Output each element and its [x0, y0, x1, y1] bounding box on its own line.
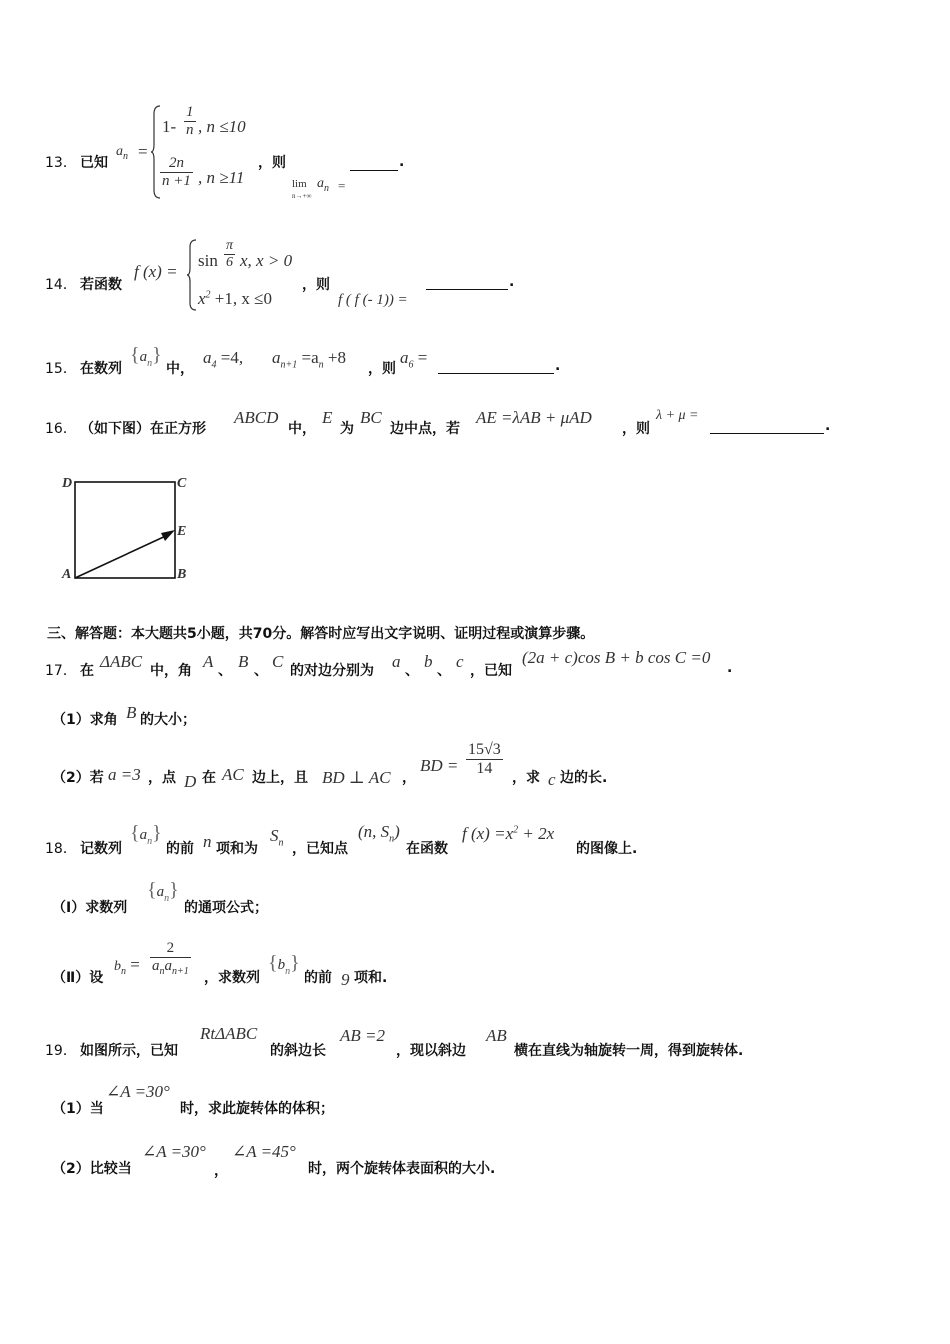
q13-lim-expr: $a_n$: [317, 176, 329, 194]
q16-square-figure: [56, 472, 196, 588]
q13-case1-cond: , n ≤10: [198, 117, 246, 136]
q17-part2-mid4: ，: [402, 770, 416, 786]
fig-label-c: C: [177, 476, 187, 491]
q14-number: 14．: [45, 277, 77, 293]
q17-end: .: [727, 660, 733, 676]
q17-part2-bd: BD =: [420, 756, 459, 775]
q15-cond1: $a_4 =4$,: [203, 348, 244, 371]
q17-sep3: 、: [405, 663, 419, 679]
q14-lead: 若函数: [80, 277, 122, 293]
q18-part2-nine: 9: [341, 970, 350, 989]
q17-C: C: [272, 652, 284, 671]
q17-sep2: 、: [254, 663, 268, 679]
q18-number: 18．: [45, 841, 77, 857]
q19-lead: 如图所示，已知: [80, 1043, 178, 1059]
q13-lim: lim: [292, 178, 307, 190]
q15-seq: $\{a_n\}$: [130, 344, 162, 369]
q19-ab2: AB: [486, 1026, 507, 1045]
q16-then: ，则: [622, 421, 650, 437]
q18-part2-seq: $\{b_n\}$: [268, 952, 300, 977]
q19-part2-angle2: ∠A =45°: [232, 1142, 296, 1161]
q13-eq: =: [138, 142, 148, 161]
q17-part2-AC: AC: [222, 765, 244, 784]
square-outline: [75, 482, 175, 578]
q17-part1-var: B: [126, 703, 137, 722]
q17-A: A: [203, 652, 214, 671]
q14-brace: [186, 238, 198, 312]
q18-S: $S_n$: [270, 826, 284, 849]
q17-B: B: [238, 652, 249, 671]
q16-answer-blank[interactable]: [710, 419, 824, 434]
fig-label-e: E: [177, 524, 187, 539]
q13-lim-eq: =: [338, 178, 346, 193]
q15-number: 15．: [45, 361, 77, 377]
q15-then: ，则: [368, 361, 396, 377]
q18-part2-frac: 2 $a_na_{n+1}$: [152, 940, 189, 977]
q17-part2-mid1: ，点: [148, 770, 176, 786]
q18-point: (n, $S_n$): [358, 822, 400, 845]
q17-c: c: [456, 652, 464, 671]
q16-mid3: 边中点，若: [390, 421, 460, 437]
q19-part1-label: （1）当: [52, 1101, 104, 1117]
q13-case1-frac: $\frac{1}{n}$: [186, 104, 194, 138]
q16-ans: λ + μ =: [656, 408, 699, 423]
section-3-heading: 三、解答题：本大题共5小题，共70分。解答时应写出文字说明、证明过程或演算步骤。: [47, 626, 595, 642]
q14-case2: $x^2 +1$, x ≤0: [198, 289, 272, 308]
q18-mid1: 的前: [166, 841, 194, 857]
q17-sep4: 、: [437, 663, 451, 679]
q17-part2-frac: $\frac{15√3}{14}$: [468, 741, 501, 777]
q15-cond2: $a_{n+1} =a_n +8$: [272, 348, 346, 371]
arrowhead: [161, 530, 175, 541]
q19-mid2: ，现以斜边: [396, 1043, 466, 1059]
q17-mid3: ，已知: [470, 663, 512, 679]
q17-number: 17．: [45, 663, 77, 679]
q17-part1-tail: 的大小；: [140, 712, 196, 728]
vector-ae: [75, 534, 170, 578]
q15-a6: $a_6$ =: [400, 348, 428, 371]
q13-case2-cond: , n ≥11: [198, 168, 245, 187]
q16-bc: BC: [360, 408, 382, 427]
q19-part2-angle1: ∠A =30°: [142, 1142, 206, 1161]
q13-end: .: [399, 154, 405, 170]
q18-part2-mid2: 的前: [304, 970, 332, 986]
q17-part2-perp: BD ⊥ AC: [322, 768, 391, 787]
q18-fx: f $(x) =x^2 + 2x$: [462, 824, 555, 843]
q17-part2-tail: 边的长.: [560, 770, 608, 786]
q17-sep1: 、: [218, 663, 232, 679]
q13-answer-blank[interactable]: [350, 156, 398, 171]
q17-part2-c: c: [548, 770, 556, 789]
q18-mid2: 项和为: [216, 841, 258, 857]
q16-mid2: 为: [340, 421, 354, 437]
q18-part2-mid: ，求数列: [204, 970, 260, 986]
q18-part1-seq: $\{a_n\}$: [147, 879, 179, 904]
q13-then: ，则: [258, 155, 286, 171]
q17-mid2: 的对边分别为: [290, 663, 374, 679]
q14-answer-blank[interactable]: [426, 275, 508, 290]
q18-n: n: [203, 832, 212, 851]
q19-part1-tail: 时，求此旋转体的体积；: [180, 1101, 334, 1117]
q17-b: b: [424, 652, 433, 671]
q16-square: ABCD: [234, 408, 279, 427]
q13-an: $a_n$: [116, 144, 128, 162]
q18-seq: $\{a_n\}$: [130, 822, 162, 847]
q17-part2-label: （2）若: [52, 770, 104, 786]
q15-lead: 在数列: [80, 361, 122, 377]
q17-part2-mid2: 在: [202, 770, 216, 786]
q17-mid1: 中，角: [150, 663, 192, 679]
q18-lead: 记数列: [80, 841, 122, 857]
q17-lead: 在: [80, 663, 94, 679]
q13-number: 13．: [45, 155, 77, 171]
fig-label-d: D: [62, 476, 73, 491]
q13-lead: 已知: [80, 155, 108, 171]
q18-part2-label: （Ⅱ）设: [52, 970, 104, 986]
q17-part1-label: （1）求角: [52, 712, 118, 728]
q15-end: .: [555, 358, 561, 374]
q14-end: .: [509, 274, 515, 290]
q19-part2-sep: ，: [214, 1163, 228, 1179]
q19-mid1: 的斜边长: [270, 1043, 326, 1059]
q18-mid4: 在函数: [406, 841, 448, 857]
q19-ab: AB =2: [340, 1026, 385, 1045]
q19-part2-label: （2）比较当: [52, 1161, 132, 1177]
q19-tail: 横在直线为轴旋转一周，得到旋转体.: [514, 1043, 744, 1059]
q19-part2-tail: 时，两个旋转体表面积的大小.: [308, 1161, 496, 1177]
q14-ff: f ( f (- 1)) =: [338, 292, 408, 308]
q19-triangle: RtΔABC: [200, 1024, 258, 1043]
q17-a: a: [392, 652, 401, 671]
q13-lim-sub: n→+∞: [292, 192, 312, 200]
q18-part1-tail: 的通项公式；: [184, 900, 268, 916]
q14-case1-pre: sin: [198, 251, 218, 270]
q13-case1: 1-: [162, 117, 177, 136]
q18-part2-b: $b_n$ =: [114, 955, 140, 977]
q17-part2-mid3: 边上，且: [252, 770, 308, 786]
q17-part2-D: D: [184, 772, 197, 791]
q16-lead: （如下图）在正方形: [80, 421, 206, 437]
q14-case1-post: x, x > 0: [240, 251, 293, 270]
q14-case1-frac: $\frac{\pi}{6}$: [226, 238, 234, 270]
q18-mid3: ，已知点: [292, 841, 348, 857]
q17-condition: (2a + c)cos B + b cos C =0: [522, 648, 711, 667]
q18-part1-label: （Ⅰ）求数列: [52, 900, 128, 916]
fig-label-b: B: [177, 567, 187, 582]
q17-part2-a: a =3: [108, 765, 141, 784]
q16-end: .: [825, 418, 831, 434]
q14-fx: f (x) =: [134, 262, 178, 281]
q17-triangle: ΔABC: [100, 652, 143, 671]
q18-part2-tail: 项和.: [354, 970, 388, 986]
q16-mid1: 中，: [288, 421, 316, 437]
q14-then: ，则: [302, 277, 330, 293]
q16-e: E: [322, 408, 333, 427]
q18-tail: 的图像上.: [576, 841, 638, 857]
fig-label-a: A: [62, 567, 72, 582]
q19-part1-angle: ∠A =30°: [106, 1082, 170, 1101]
q13-case2-frac: $\frac{2n}{n +1}$: [162, 155, 191, 189]
q17-part2-mid5: ，求: [512, 770, 540, 786]
q16-number: 16．: [45, 421, 77, 437]
q15-answer-blank[interactable]: [438, 359, 554, 374]
q16-expr: AE =λAB + μAD: [476, 408, 592, 427]
q15-mid: 中，: [166, 361, 194, 377]
q19-number: 19．: [45, 1043, 77, 1059]
